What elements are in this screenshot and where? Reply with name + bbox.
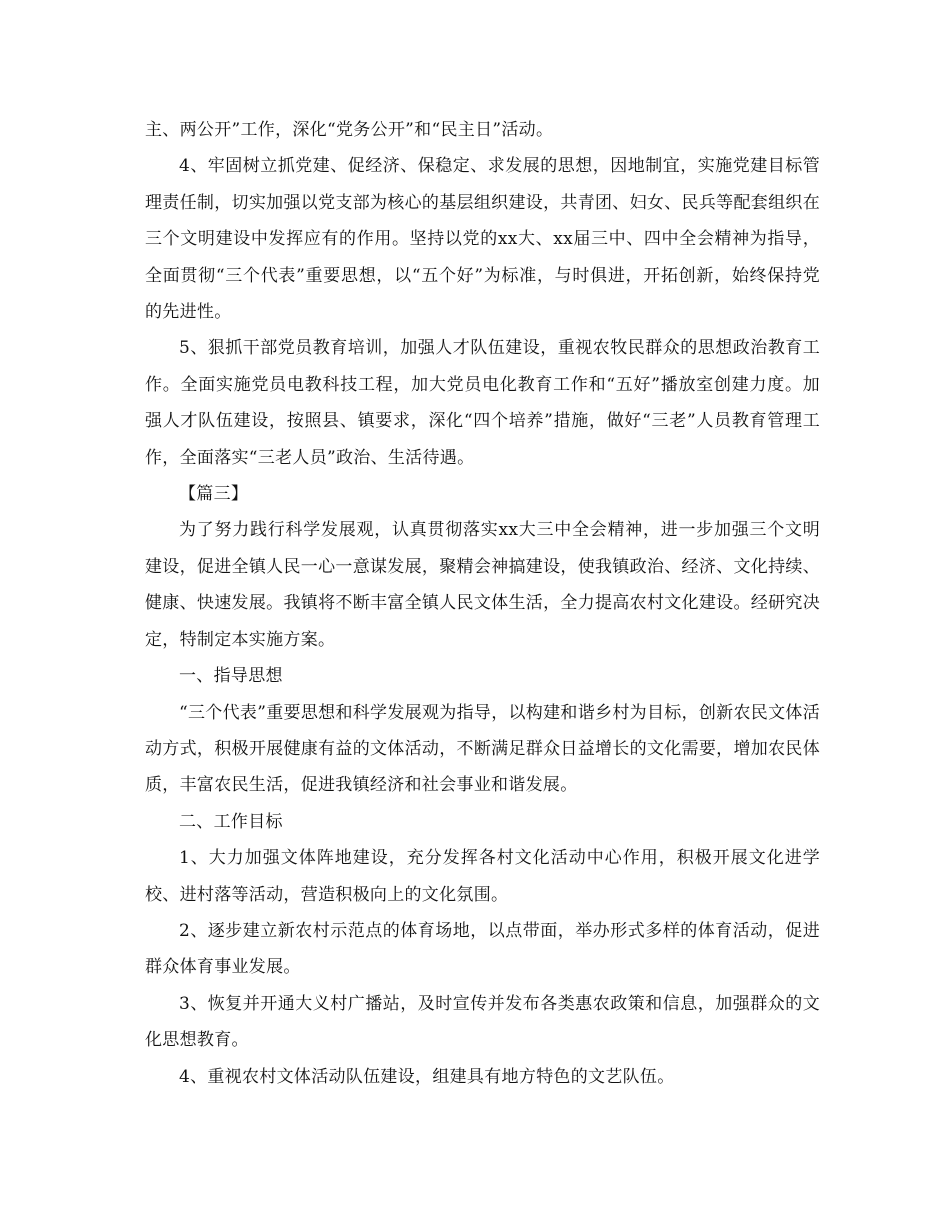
paragraph-7: 2、逐步建立新农村示范点的体育场地，以点带面，举办形式多样的体育活动，促进群众体育事业发展。 [145, 920, 820, 978]
paragraph-2: 4、牢固树立抓党建、促经济、保稳定、求发展的思想，因地制宜，实施党建目标管理责任制，切实加强以党支部为核心的基层组织建设，共青团、妇女、民兵等配套组织在三个文明建设中发挥应有的作用。坚持以党的xx大、xx届三中、四中全会精神为指导，全面贯彻“三个代表”重要思想，以“五个好”为标准，与时俱进，开拓创新，始终保持党的先进性。 [145, 156, 820, 323]
section-heading-work-goals: 二、工作目标 [179, 811, 283, 832]
paragraph-4: 为了努力践行科学发展观，认真贯彻落实xx大三中全会精神，进一步加强三个文明建设，促进全镇人民一心一意谋发展，聚精会神搞建设，使我镇政治、经济、文化持续、健康、快速发展。我镇将不断丰富全镇人民文体生活，全力提高农村文化建设。经研究决定，特制定本实施方案。 [145, 520, 820, 650]
section-heading-part-three: 【篇三】 [179, 484, 249, 505]
paragraph-1: 主、两公开”工作，深化“党务公开”和“民主日”活动。 [145, 120, 554, 140]
paragraph-8: 3、恢复并开通大义村广播站，及时宣传并发布各类惠农政策和信息，加强群众的文化思想教育。 [145, 993, 820, 1051]
paragraph-3: 5、狠抓干部党员教育培训，加强人才队伍建设，重视农牧民群众的思想政治教育工作。全面实施党员电教科技工程，加大党员电化教育工作和“五好”播放室创建力度。加强人才队伍建设，按照县、镇要求，深化“四个培养”措施，做好“三老”人员教育管理工作，全面落实“三老人员”政治、生活待遇。 [145, 338, 820, 468]
paragraph-6: 1、大力加强文体阵地建设，充分发挥各村文化活动中心作用，积极开展文化进学校、进村落等活动，营造积极向上的文化氛围。 [145, 848, 820, 905]
section-heading-guiding-thought: 一、指导思想 [179, 666, 283, 687]
paragraph-9: 4、重视农村文体活动队伍建设，组建具有地方特色的文艺队伍。 [179, 1066, 675, 1087]
paragraph-5: “三个代表”重要思想和科学发展观为指导，以构建和谐乡村为目标，创新农民文体活动方式，积极开展健康有益的文体活动，不断满足群众日益增长的文化需要，增加农民体质，丰富农民生活，促进我镇经济和社会事业和谐发展。 [145, 702, 820, 796]
document-body [145, 112, 820, 1095]
